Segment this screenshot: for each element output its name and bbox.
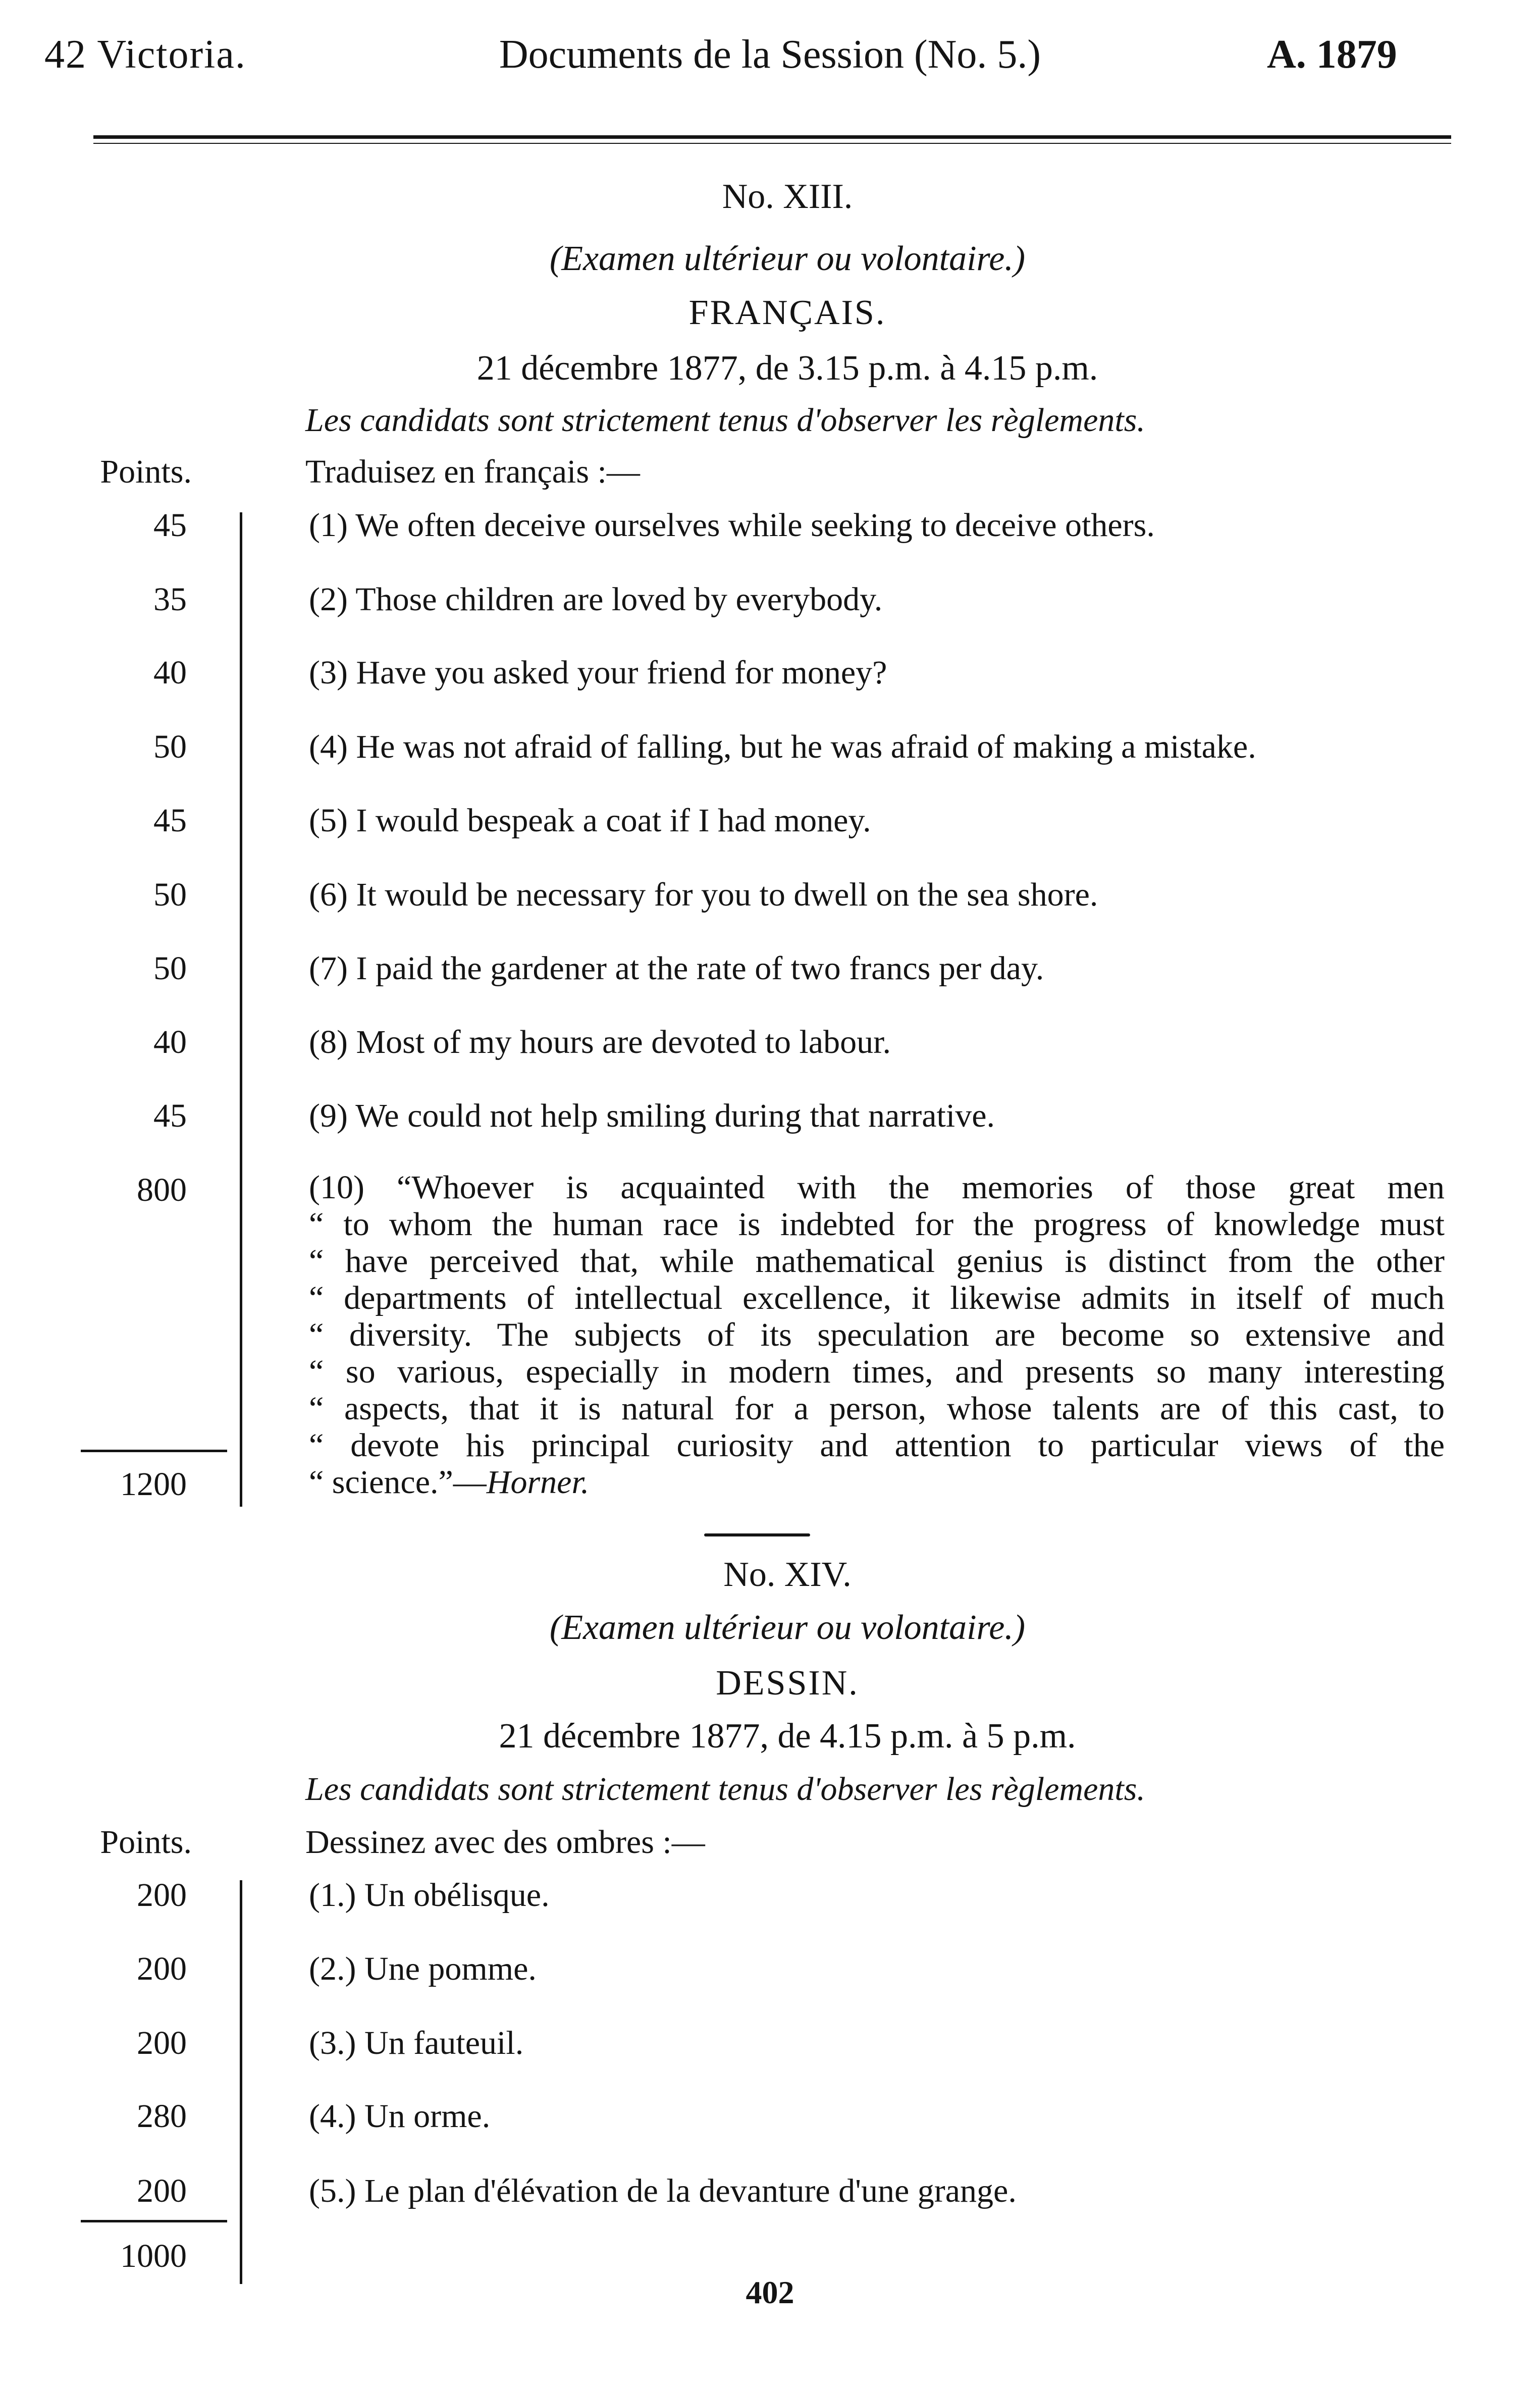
- section1-points-bracket: [240, 512, 242, 1507]
- section1-item1-points: 45: [153, 507, 187, 544]
- section1-item4-points: 50: [153, 728, 187, 765]
- section1-item5-points: 45: [153, 802, 187, 839]
- passage-line: “ to whom the human race is indebted for the progress of knowledge must: [309, 1206, 1445, 1243]
- section1-item4-text: (4) He was not afraid of falling, but he was afraid of making a mistake.: [309, 728, 1256, 765]
- passage-line: “ have perceived that, while mathematical genius is distinct from the other: [309, 1243, 1445, 1280]
- section1-item9-points: 45: [153, 1097, 187, 1134]
- header-rule-thick: [93, 135, 1451, 139]
- section1-item3-points: 40: [153, 654, 187, 691]
- passage-author: Horner.: [486, 1464, 590, 1501]
- section1-item8-text: (8) Most of my hours are devoted to labour.: [309, 1024, 891, 1060]
- header-document-title: Documents de la Session (No. 5.): [499, 32, 1041, 77]
- section1-item2-text: (2) Those children are loved by everybody.: [309, 581, 883, 618]
- passage-last-line: [309, 1464, 1445, 1501]
- section2-item5-text: (5.) Le plan d'élévation de la devanture d'une grange.: [309, 2172, 1017, 2209]
- section2-subtitle: (Examen ultérieur ou volontaire.): [549, 1608, 1026, 1647]
- section1-passage-points: 800: [137, 1172, 187, 1208]
- section1-subtitle: (Examen ultérieur ou volontaire.): [549, 239, 1026, 278]
- section1-item6-points: 50: [153, 876, 187, 913]
- section-divider: [704, 1533, 810, 1536]
- section2-item1-points: 200: [137, 1877, 187, 1914]
- section1-item8-points: 40: [153, 1024, 187, 1060]
- section2-total-points: 1000: [120, 2238, 187, 2274]
- section2-item3-points: 200: [137, 2025, 187, 2061]
- section1-rules: Les candidats sont strictement tenus d'observer les règlements.: [305, 402, 1145, 439]
- section2-date: 21 décembre 1877, de 4.15 p.m. à 5 p.m.: [499, 1717, 1076, 1756]
- section1-item5-text: (5) I would bespeak a coat if I had money.: [309, 802, 871, 839]
- section2-rules: Les candidats sont strictement tenus d'observer les règlements.: [305, 1771, 1145, 1808]
- section1-item6-text: (6) It would be necessary for you to dwell on the sea shore.: [309, 876, 1098, 913]
- section1-item2-points: 35: [153, 581, 187, 618]
- section2-subject: DESSIN.: [716, 1664, 859, 1703]
- section1-item3-text: (3) Have you asked your friend for money?: [309, 654, 887, 691]
- section2-item3-text: (3.) Un fauteuil.: [309, 2025, 524, 2061]
- header-document-code: A. 1879: [1267, 32, 1397, 77]
- section1-item9-text: (9) We could not help smiling during that narrative.: [309, 1097, 995, 1134]
- section2-total-rule: [81, 2220, 227, 2222]
- section2-points-label: Points.: [100, 1824, 192, 1861]
- section1-total-points: 1200: [120, 1466, 187, 1503]
- section2-item2-text: (2.) Une pomme.: [309, 1950, 537, 1987]
- section1-points-label: Points.: [100, 453, 192, 490]
- passage-line: (10) “Whoever is acquainted with the memories of those great men: [309, 1169, 1445, 1206]
- section2-item5-points: 200: [137, 2172, 187, 2209]
- section1-item7-points: 50: [153, 950, 187, 987]
- section1-total-rule: [81, 1450, 227, 1452]
- section1-item7-text: (7) I paid the gardener at the rate of two francs per day.: [309, 950, 1044, 987]
- passage-line: “ devote his principal curiosity and attention to particular views of the: [309, 1427, 1445, 1464]
- section2-item1-text: (1.) Un obélisque.: [309, 1877, 550, 1914]
- passage-line: “ diversity. The subjects of its speculation are become so extensive and: [309, 1316, 1445, 1353]
- section2-number: No. XIV.: [723, 1555, 852, 1594]
- section2-item4-text: (4.) Un orme.: [309, 2098, 491, 2135]
- section2-item4-points: 280: [137, 2098, 187, 2135]
- header-session-year: 42 Victoria.: [44, 32, 246, 77]
- section1-item1-text: (1) We often deceive ourselves while seeking to deceive others.: [309, 507, 1155, 544]
- passage-line: “ science.”—: [309, 1464, 487, 1501]
- section2-instruction: Dessinez avec des ombres :—: [305, 1824, 705, 1861]
- page-number: 402: [746, 2274, 794, 2310]
- passage-line: “ departments of intellectual excellence, it likewise admits in itself of much: [309, 1280, 1445, 1316]
- section1-subject: FRANÇAIS.: [688, 293, 886, 332]
- section1-passage: [309, 1169, 1445, 1501]
- passage-line: “ so various, especially in modern times, and presents so many interesting: [309, 1353, 1445, 1390]
- header-rule-thin: [93, 143, 1451, 144]
- section2-item2-points: 200: [137, 1950, 187, 1987]
- section1-date: 21 décembre 1877, de 3.15 p.m. à 4.15 p.m.: [476, 349, 1098, 388]
- section1-number: No. XIII.: [722, 177, 853, 216]
- section1-instruction: Traduisez en français :—: [305, 453, 640, 490]
- passage-line: “ aspects, that it is natural for a person, whose talents are of this cast, to: [309, 1390, 1445, 1427]
- section2-points-bracket: [240, 1880, 242, 2284]
